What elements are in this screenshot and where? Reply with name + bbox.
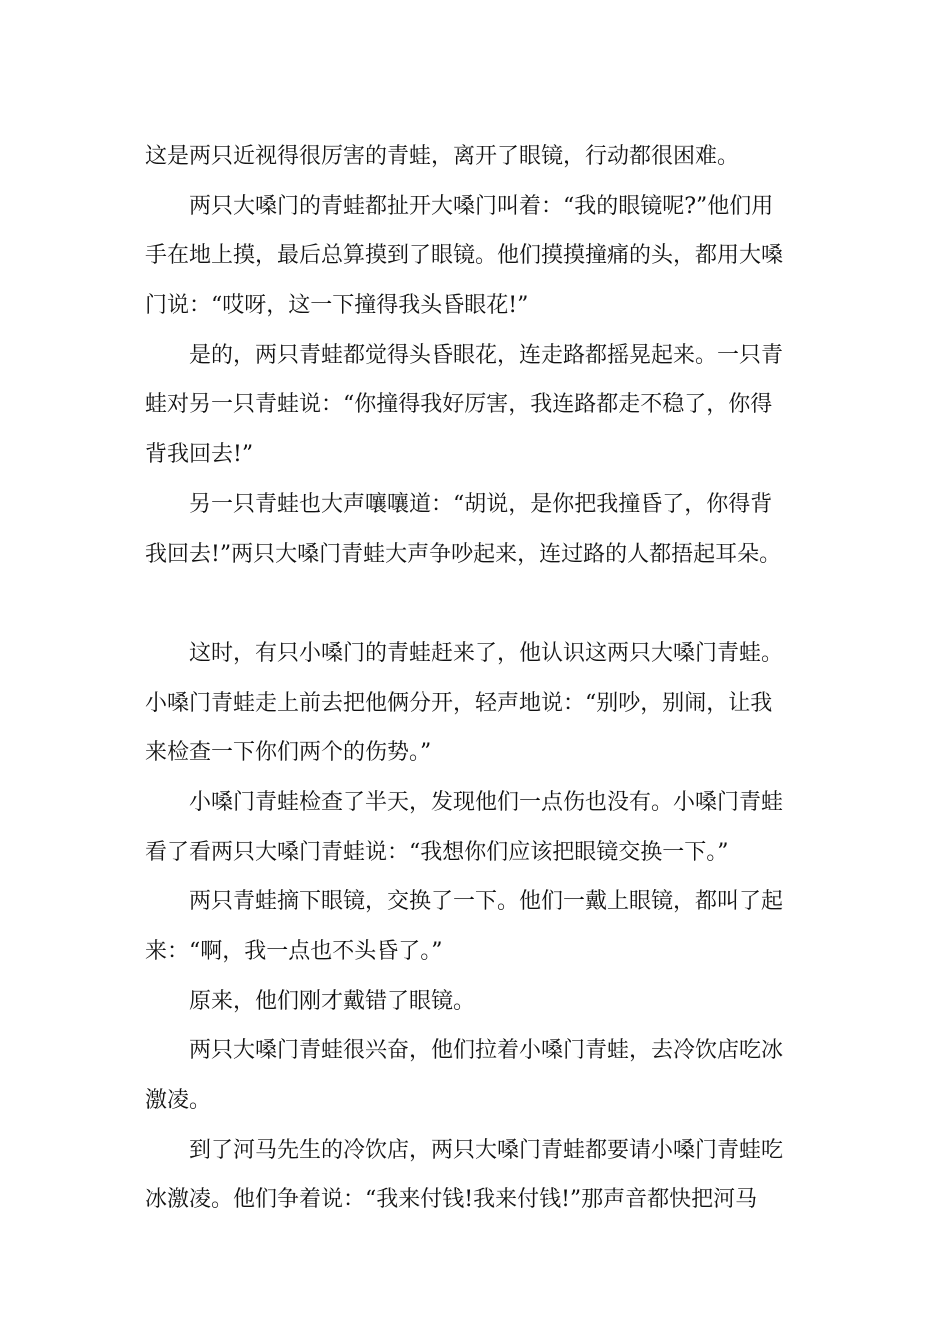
text-line: 这时，有只小嗓门的青蛙赶来了，他认识这两只大嗓门青蛙。 xyxy=(189,640,784,666)
text-line: 是的，两只青蛙都觉得头昏眼花，连走路都摇晃起来。一只青 xyxy=(189,342,784,368)
text-line: 来检查一下你们两个的伤势。” xyxy=(145,740,432,766)
text-line: 手在地上摸，最后总算摸到了眼镜。他们摸摸撞痛的头，都用大嗓 xyxy=(145,243,784,269)
text-line: 看了看两只大嗓门青蛙说：“我想你们应该把眼镜交换一下。” xyxy=(145,839,729,865)
text-line: 这是两只近视得很厉害的青蛙，离开了眼镜，行动都很困难。 xyxy=(145,144,740,169)
text-line: 我回去!”两只大嗓门青蛙大声争吵起来，连过路的人都捂起耳朵。 xyxy=(145,541,782,567)
text-line: 背我回去!” xyxy=(145,442,254,468)
text-line: 两只青蛙摘下眼镜，交换了一下。他们一戴上眼镜，都叫了起 xyxy=(189,889,784,915)
text-line: 来：“啊，我一点也不头昏了。” xyxy=(145,939,443,964)
text-line: 两只大嗓门的青蛙都扯开大嗓门叫着：“我的眼镜呢?”他们用 xyxy=(189,193,774,219)
text-line: 激凌。 xyxy=(145,1088,212,1114)
text-line: 蛙对另一只青蛙说：“你撞得我好厉害，我连路都走不稳了，你得 xyxy=(145,392,773,418)
text-line: 小嗓门青蛙检查了半天，发现他们一点伤也没有。小嗓门青蛙 xyxy=(189,789,784,815)
text-line: 小嗓门青蛙走上前去把他俩分开，轻声地说：“别吵，别闹，让我 xyxy=(145,690,773,716)
text-line: 两只大嗓门青蛙很兴奋，他们拉着小嗓门青蛙，去冷饮店吃冰 xyxy=(189,1038,784,1064)
text-line: 门说：“哎呀，这一下撞得我头昏眼花!” xyxy=(145,293,529,319)
paragraph-gap xyxy=(145,579,815,629)
text-line: 冰激凌。他们争着说：“我来付钱!我来付钱!”那声音都快把河马 xyxy=(145,1187,758,1213)
text-line: 原来，他们刚才戴错了眼镜。 xyxy=(189,988,476,1014)
text-line: 到了河马先生的冷饮店，两只大嗓门青蛙都要请小嗓门青蛙吃 xyxy=(189,1137,784,1163)
text-line: 另一只青蛙也大声嚷嚷道：“胡说，是你把我撞昏了，你得背 xyxy=(189,491,773,517)
story-text xyxy=(145,132,815,1225)
